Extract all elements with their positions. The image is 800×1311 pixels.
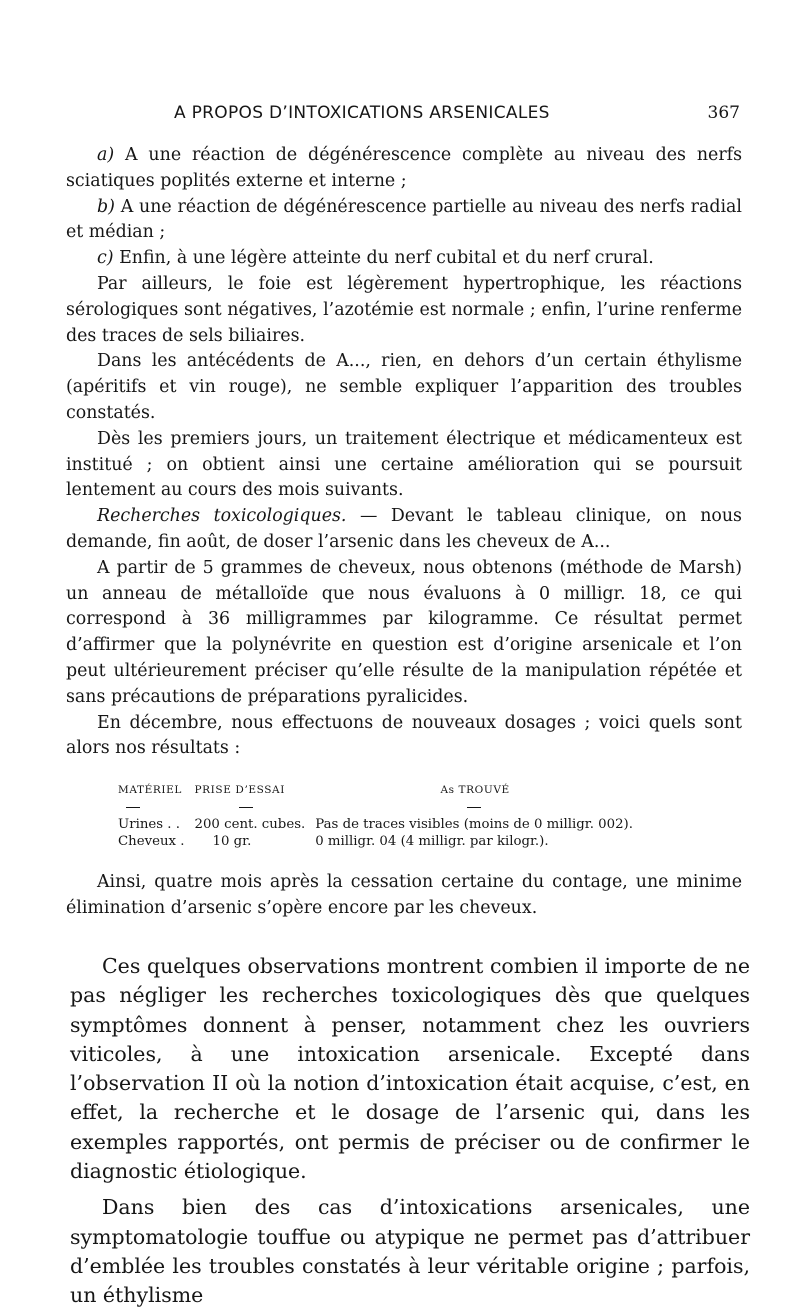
results-table [118, 782, 643, 850]
paragraph-traitement: Dès les premiers jours, un traitement électrique et médicamenteux est institué ; on obtient ainsi une certaine amélioration qui se poursuit lentement au cours des mois suivants. [66, 428, 742, 501]
item-a [66, 143, 742, 195]
table-row [118, 833, 643, 850]
column-rule [239, 807, 253, 808]
item-a-text: A une réaction de dégénérescence complète au niveau des nerfs sciatiques poplités externe et interne ; [66, 145, 742, 191]
column-rule [126, 807, 140, 808]
results-header-row [118, 782, 643, 799]
item-b [66, 195, 742, 247]
item-b-label: b) [97, 196, 115, 217]
header-materiel: MATÉRIEL [118, 784, 182, 797]
paragraph-conclusion: Ces quelques observations montrent combien il importe de ne pas négliger les recherches toxicologiques dès que quelques symptômes donnent à penser, notamment chez les ouvriers viticoles, à une intoxication arsenicale. Excepté dans l’observation II où la notion d’intoxication était acquise, c’est, en effet, la recherche et le dosage de l’arsenic qui, dans les exemples rapportés, ont permis de préciser ou de confirmer le diagnostic étiologique. [70, 954, 750, 1184]
running-title: A PROPOS D’INTOXICATIONS ARSENICALES [174, 103, 550, 123]
case-report-section [66, 143, 742, 922]
paragraph-ainsi: Ainsi, quatre mois après la cessation certaine du contage, une minime élimination d’arsenic s’opère encore par les cheveux. [66, 872, 742, 918]
paragraph-recherches [66, 504, 742, 556]
paragraph-foie: Par ailleurs, le foie est légèrement hypertrophique, les réactions sérologiques sont négatives, l’azotémie est normale ; enfin, l’urine renferme des traces de sels biliaires. [66, 273, 742, 346]
paragraph-dans-bien: Dans bien des cas d’intoxications arsenicales, une symptomatologie touffue ou atypique ne permet pas d’attribuer d’emblée les troubles constatés à leur véritable origine ; parfois, un éthylisme [70, 1195, 750, 1308]
page-number: 367 [707, 103, 740, 123]
conclusion-section [70, 952, 750, 1311]
recherches-heading: Recherches toxicologiques. [97, 506, 347, 527]
paragraph-marsh: A partir de 5 grammes de cheveux, nous obtenons (méthode de Marsh) un anneau de métalloïde que nous évaluons à 0 milligr. 18, ce qui correspond à 36 milligrammes par kilogramme. Ce résultat permet d’affirmer que la polynévrite en question est d’origine arsenicale et l’on peut ultérieurement préciser qu’elle résulte de la manipulation répétée et sans précautions de préparations pyralicides. [66, 557, 742, 707]
page-header [66, 103, 740, 129]
recherches-text: — Devant le tableau clinique, on nous demande, fin août, de doser l’arsenic dans les cheveux de A... [66, 506, 742, 552]
item-c [66, 246, 742, 272]
column-rule [467, 807, 481, 808]
header-prise-essai: PRISE D’ESSAI [194, 784, 285, 797]
results-table-block [66, 782, 742, 850]
paragraph-decembre: En décembre, nous effectuons de nouveaux dosages ; voici quels sont alors nos résultats : [66, 712, 742, 759]
item-c-label: c) [97, 248, 114, 269]
item-b-text: A une réaction de dégénérescence partielle au niveau des nerfs radial et médian ; [66, 196, 742, 243]
item-c-text: Enfin, à une légère atteinte du nerf cubital et du nerf crural. [119, 248, 654, 269]
cell-materiel: Cheveux . [118, 834, 185, 850]
paragraph-antecedents: Dans les antécédents de A..., rien, en dehors d’un certain éthylisme (apéritifs et vin rouge), ne semble expliquer l’apparition des troubles constatés. [66, 351, 742, 423]
table-row [118, 816, 643, 833]
results-rule-row [118, 799, 643, 816]
cell-materiel: Urines . . [118, 817, 180, 833]
item-a-label: a) [97, 145, 115, 165]
cell-as-trouve: 0 milligr. 04 (4 milligr. par kilogr.). [315, 834, 549, 850]
cell-as-trouve: Pas de traces visibles (moins de 0 milligr. 002). [315, 817, 633, 833]
header-as-trouve: As TROUVÉ [440, 784, 510, 797]
cell-prise: 10 gr. [212, 834, 252, 850]
cell-prise: 200 cent. cubes. [194, 817, 306, 833]
